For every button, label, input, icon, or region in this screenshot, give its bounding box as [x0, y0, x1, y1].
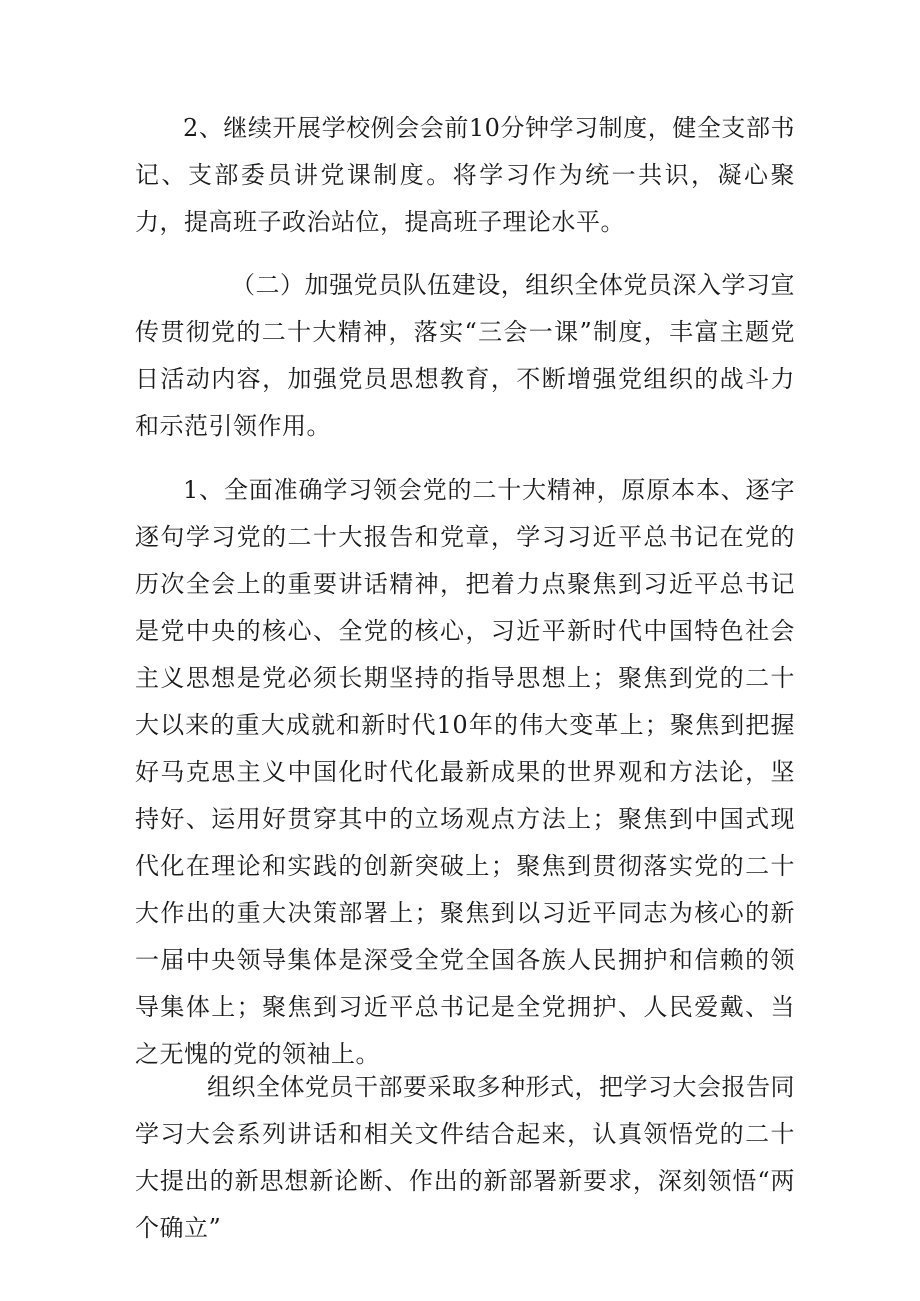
- paragraph-party-member-building: （二）加强党员队伍建设，组织全体党员深入学习宣传贯彻党的二十大精神，落实“三会一课”制度，丰富主题党日活动内容，加强党员思想教育，不断增强党组织的战斗力和示范引领作用。: [135, 271, 795, 440]
- paragraph-study-system: 2、继续开展学校例会会前10分钟学习制度，健全支部书记、支部委员讲党课制度。将学习作为统一共识，凝心聚力，提高班子政治站位，提高班子理论水平。: [135, 114, 795, 236]
- paragraph-organize-study: 组织全体党员干部要采取多种形式，把学习大会报告同学习大会系列讲话和相关文件结合起来，认真领悟党的二十大提出的新思想新论断、作出的新部署新要求，深刻领悟“两个确立”: [135, 1073, 795, 1242]
- paragraph-study-spirit: 1、全面准确学习领会党的二十大精神，原原本本、逐字逐句学习党的二十大报告和党章，学习习近平总书记在党的历次全会上的重要讲话精神，把着力点聚焦到习近平总书记是党中央的核心、全党的核心，习近平新时代中国特色社会主义思想是党必须长期坚持的指导思想上；聚焦到党的二十大以来的重大成就和新时代10年的伟大变革上；聚焦到把握好马克思主义中国化时代化最新成果的世界观和方法论，坚持好、运用好贯穿其中的立场观点方法上；聚焦到中国式现代化在理论和实践的创新突破上；聚焦到贯彻落实党的二十大作出的重大决策部署上；聚焦到以习近平同志为核心的新一届中央领导集体是深受全党全国各族人民拥护和信赖的领导集体上；聚焦到习近平总书记是全党拥护、人民爱戴、当之无愧的党的领袖上。: [135, 476, 795, 1068]
